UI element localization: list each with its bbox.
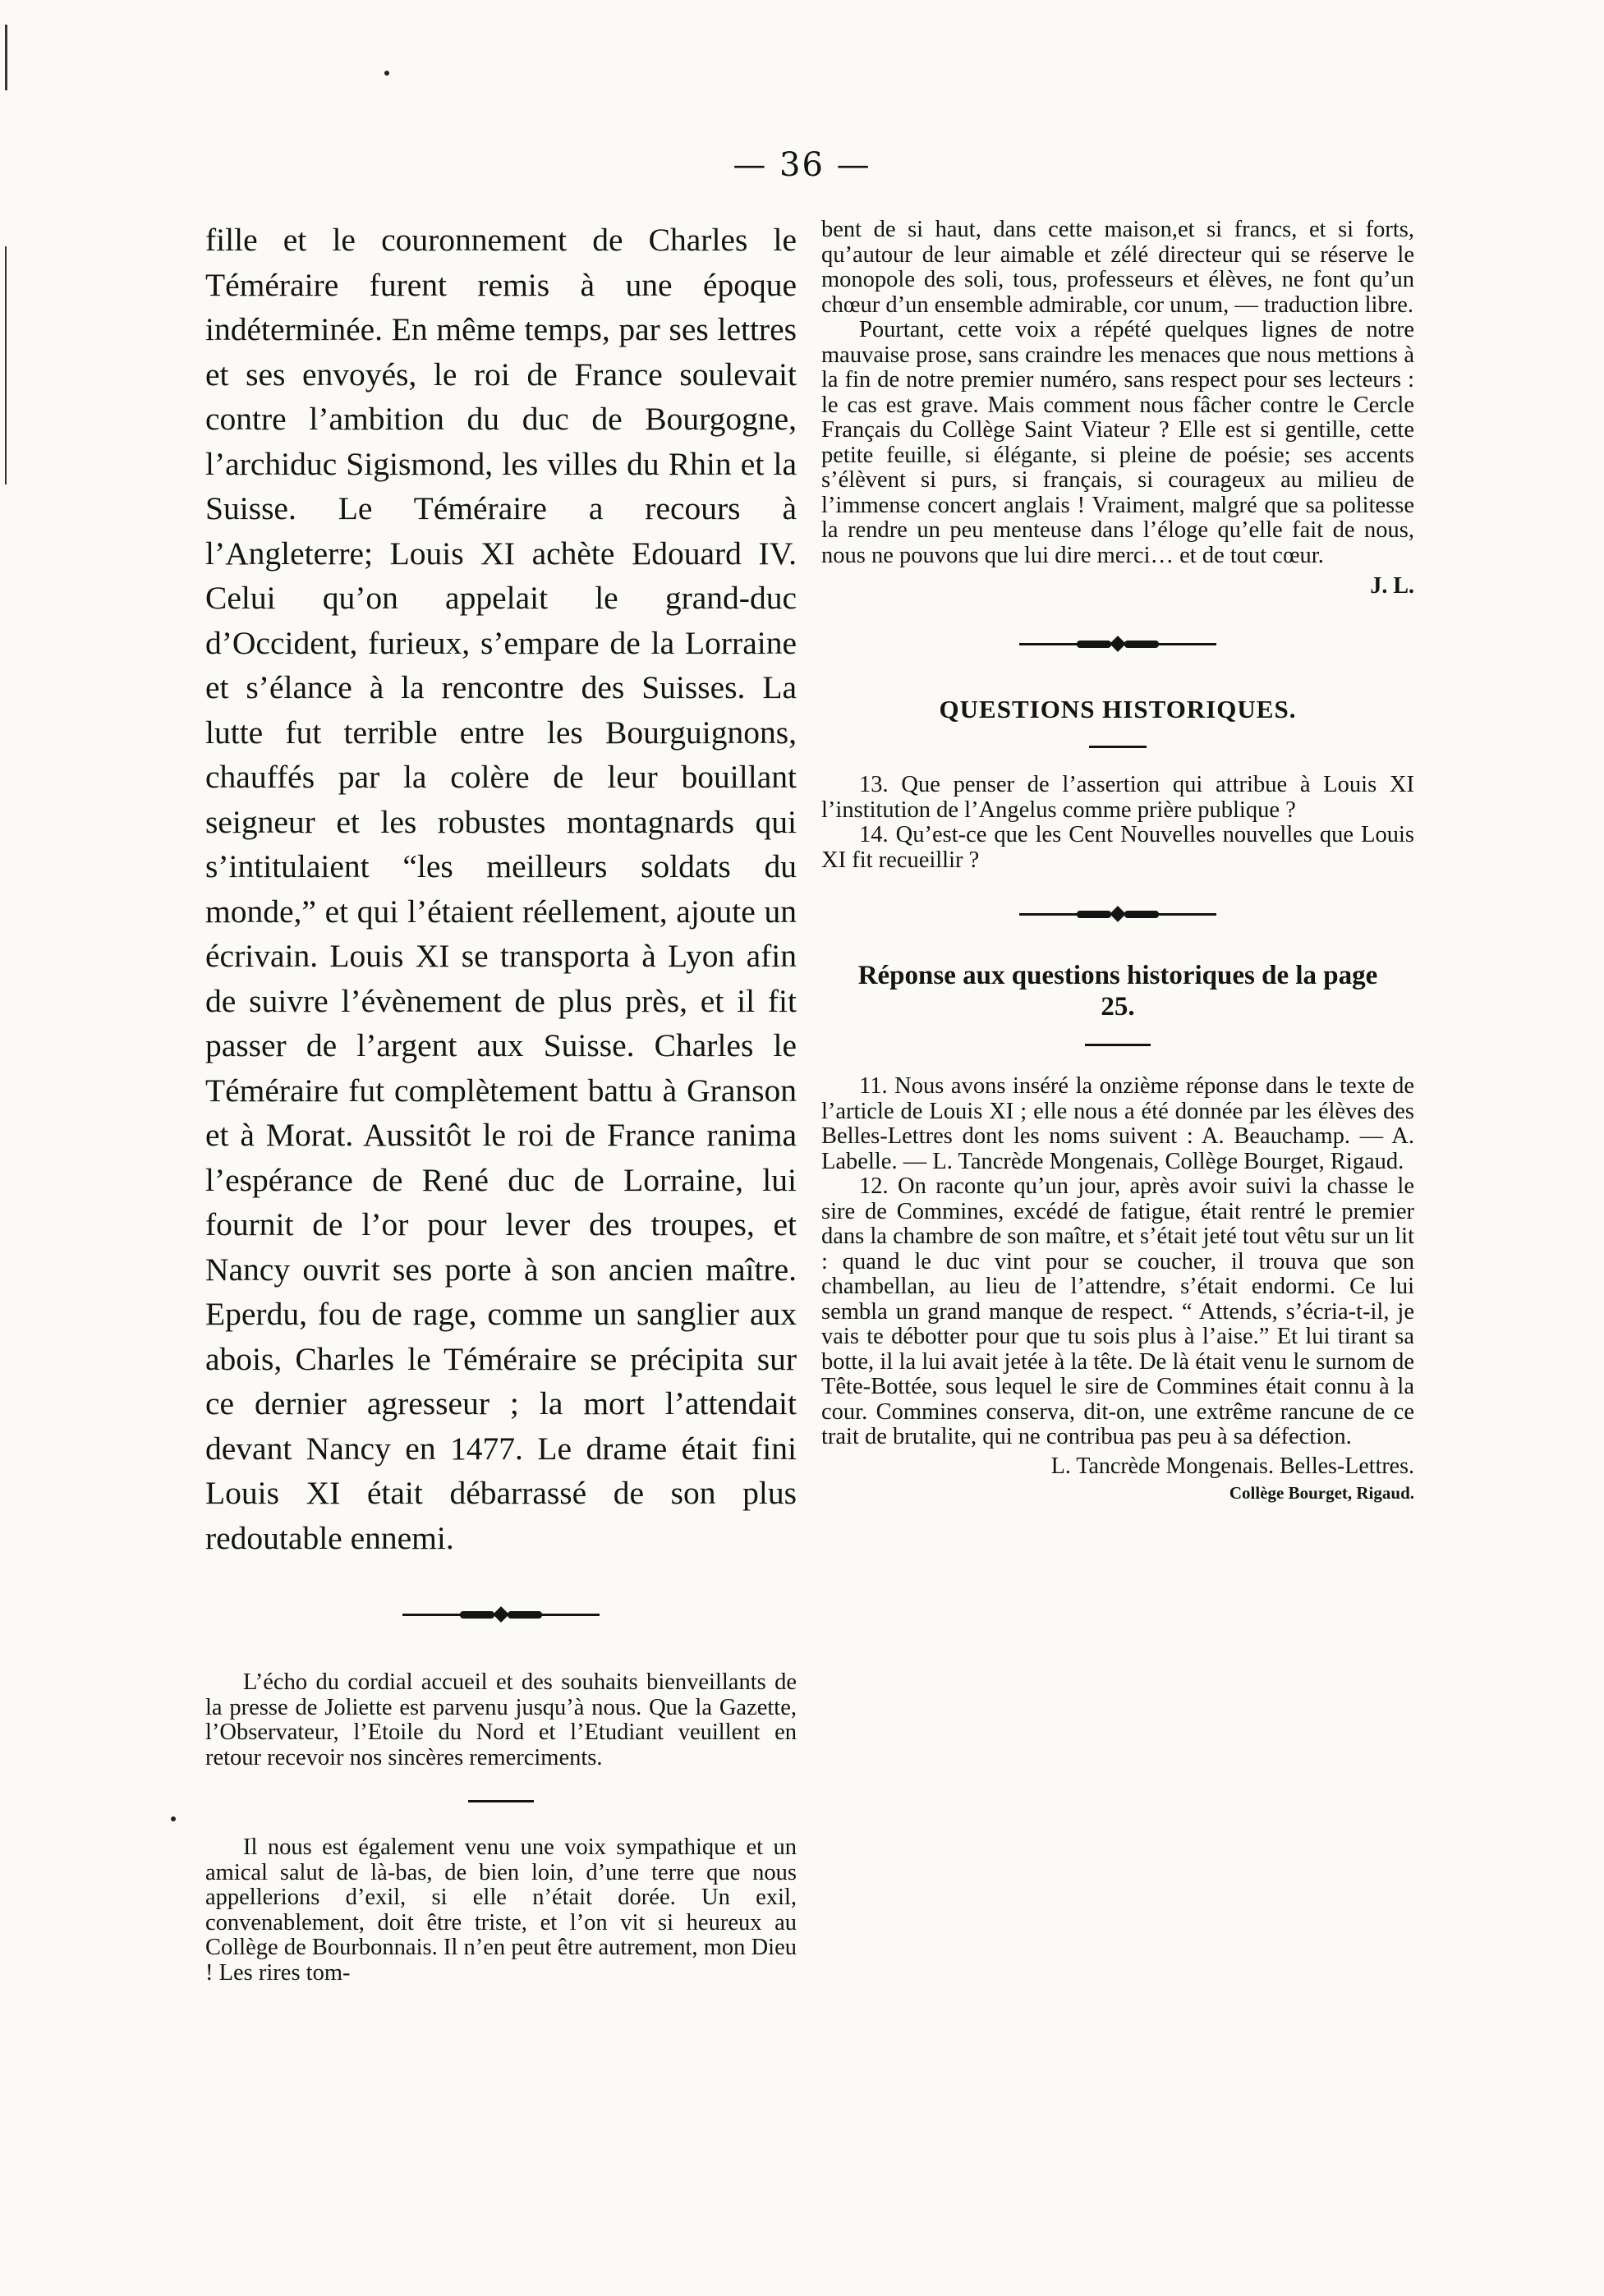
- questions-heading: QUESTIONS HISTORIQUES.: [939, 695, 1297, 723]
- answer-12: 12. On raconte qu’un jour, après avoir suivi la chasse le sire de Commines, excédé de fatigue, était rentré le premier dans la chambre de son maître, et s’était jeté tout vêtu sur un lit : quand le duc vint pour se coucher, il trouva que son chambellan, au lieu de l’attendre, s’était endormi. Ce lui sembla un grand manque de respect. “ Attends, s’écria-t-il, je vais te débotter pour que tu sois plus à l’aise.” Et lui tirant sa botte, il la lui avait jetée à la tête. De là était venu le surnom de Tête-Bottée, sous lequel le sire de Commines était connu à la cour. Commines conserva, dit-on, une extrême rancune de ce trait de brutalite, qui ne contribua pas peu à sa défection.: [821, 1173, 1414, 1449]
- credit-name: L. Tancrède Mongenais. Belles-Lettres.: [1050, 1453, 1414, 1479]
- short-divider: [1085, 1044, 1151, 1046]
- continued-paragraph: bent de si haut, dans cette maison,et si francs, et si forts, qu’autour de leur aimable et zélé directeur qui se réserve le monopole des soli, tous, professeurs et élèves, ne font qu’un chœur d’un ensemble admirable, cor unum, — traduction libre.: [821, 217, 1414, 318]
- short-divider: [468, 1800, 534, 1802]
- question-13: 13. Que penser de l’assertion qui attribue à Louis XI l’institution de l’Angelus comme prière publique ?: [821, 772, 1414, 823]
- scan-speck: [384, 71, 389, 76]
- reponse-heading: Réponse aux questions historiques de la page 25.: [857, 961, 1378, 1022]
- signature: J. L.: [1370, 573, 1414, 599]
- right-column: [821, 218, 1414, 1504]
- page-number: — 36 —: [733, 146, 871, 184]
- scan-speck: [171, 1816, 176, 1821]
- ornamental-divider: [1019, 636, 1216, 652]
- short-divider: [1089, 746, 1147, 748]
- pourtant-paragraph: Pourtant, cette voix a répété quelques lignes de notre mauvaise prose, sans craindre les menaces que nous mettions à la fin de notre premier numéro, sans respect pour ses lecteurs : le cas est grave. Mais comment nous fâcher contre le Cercle Français du Collège Saint Viateur ? Elle est si gentille, cette petite feuille, si élégante, si pleine de poésie; ses accents s’élèvent si purs, si français, si courageux au milieu de l’immense concert anglais ! Vraiment, malgré que sa politesse la rendre un peu menteuse dans l’éloge qu’elle fait de nous, nous ne pouvons que lui dire merci… et de tout cœur.: [821, 317, 1414, 568]
- scan-margin-mark: [5, 246, 7, 484]
- credit-school: Collège Bourget, Rigaud.: [1229, 1482, 1414, 1503]
- voix-paragraph: Il nous est également venu une voix sympathique et un amical salut de là-bas, de bien loin, d’une terre que nous appellerions d’exil, si elle n’était dorée. Un exil, convenablement, doit être triste, et l’on vit si heureux au Collège de Bourbonnais. Il n’en peut être autrement, mon Dieu ! Les rires tom-: [205, 1835, 797, 1986]
- scan-margin-mark: [5, 25, 7, 90]
- answer-11: 11. Nous avons inséré la onzième réponse dans le texte de l’article de Louis XI ; elle nous a été donnée par les élèves des Belles-Lettres dont les noms suivent : A. Beauchamp. — A. Labelle. — L. Tancrède Mongenais, Collège Bourget, Rigaud.: [821, 1073, 1414, 1174]
- ornamental-divider: [1019, 906, 1216, 922]
- main-article-text: fille et le couronnement de Charles le Téméraire furent remis à une époque indéterminée. En même temps, par ses lettres et ses envoyés, le roi de France soulevait contre l’ambition du duc de Bourgogne, l’archiduc Sigismond, les villes du Rhin et la Suisse. Le Téméraire a recours à l’Angleterre; Louis XI achète Edouard IV. Celui qu’on appelait le grand-duc d’Occident, furieux, s’empare de la Lorraine et s’élance à la rencontre des Suisses. La lutte fut terrible entre les Bourguignons, chauffés par la colère de leur bouillant seigneur et les robustes montagnards qui s’intitulaient “les meilleurs soldats du monde,” et qui l’étaient réellement, ajoute un écrivain. Louis XI se transporta à Lyon afin de suivre l’évènement de plus près, et il fit passer de l’argent aux Suisse. Charles le Téméraire fut complètement battu à Granson et à Morat. Aussitôt le roi de France ranima l’espérance de René duc de Lorraine, lui fournit de l’or pour lever des troupes, et Nancy ouvrit ses porte à son ancien maître. Eperdu, fou de rage, comme un sanglier aux abois, Charles le Téméraire se précipita sur ce dernier agresseur ; la mort l’attendait devant Nancy en 1477. Le drame était fini Louis XI était débarrassé de son plus redoutable ennemi.: [205, 222, 797, 1556]
- question-14: 14. Qu’est-ce que les Cent Nouvelles nouvelles que Louis XI fit recueillir ?: [821, 822, 1414, 873]
- ornamental-divider: [402, 1606, 600, 1623]
- echo-paragraph: L’écho du cordial accueil et des souhaits bienveillants de la presse de Joliette est parvenu jusqu’à nous. Que la Gazette, l’Observateur, l’Etoile du Nord et l’Etudiant veuillent en retour recevoir nos sincères remerciments.: [205, 1669, 797, 1770]
- left-column: [205, 218, 797, 1986]
